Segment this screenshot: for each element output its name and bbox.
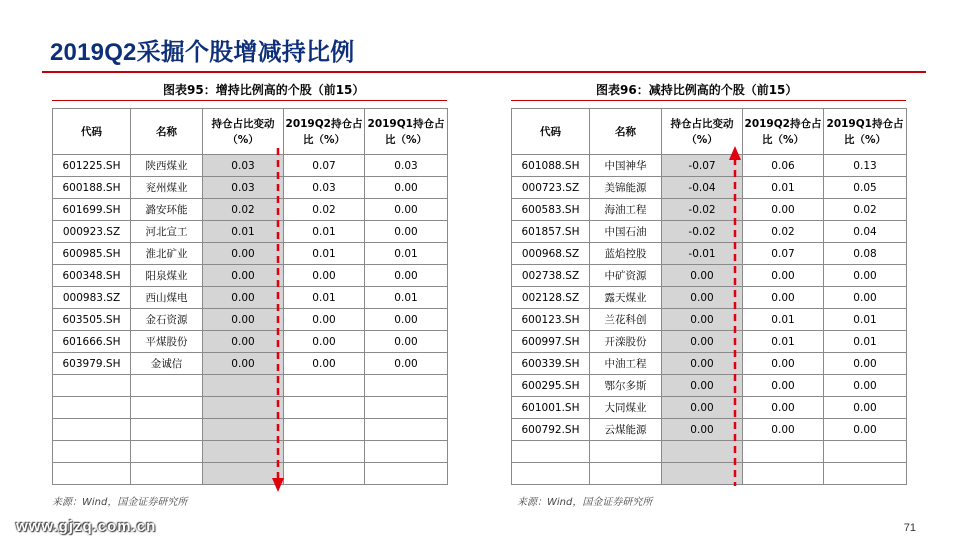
column-header: 持仓占比变动（%） — [662, 109, 743, 155]
table-cell: 600295.SH — [512, 375, 590, 397]
table-cell: 大同煤业 — [590, 397, 662, 419]
table-row — [53, 265, 448, 287]
table-cell: 002738.SZ — [512, 265, 590, 287]
table-cell: 601088.SH — [512, 155, 590, 177]
table-row — [512, 177, 907, 199]
column-header: 2019Q1持仓占比（%） — [824, 109, 907, 155]
column-header: 2019Q1持仓占比（%） — [365, 109, 448, 155]
right-table-caption: 图表96：减持比例高的个股（前15） — [596, 83, 798, 97]
table-row — [53, 309, 448, 331]
table-cell: 0.02 — [743, 221, 824, 243]
table-cell: 600985.SH — [53, 243, 131, 265]
table-cell: 0.00 — [743, 353, 824, 375]
table-cell: 600997.SH — [512, 331, 590, 353]
table-cell: 0.00 — [824, 265, 907, 287]
table-cell: 中国神华 — [590, 155, 662, 177]
table-cell — [53, 375, 131, 397]
table-cell: 0.00 — [365, 309, 448, 331]
left-down-arrow — [272, 148, 284, 494]
column-header: 持仓占比变动（%） — [203, 109, 284, 155]
table-cell: 0.01 — [284, 221, 365, 243]
table-row — [53, 353, 448, 375]
table-row — [53, 287, 448, 309]
table-cell: 600792.SH — [512, 419, 590, 441]
table-cell: 0.00 — [284, 309, 365, 331]
table-row — [512, 155, 907, 177]
table-cell: 0.00 — [743, 287, 824, 309]
table-cell: 601666.SH — [53, 331, 131, 353]
table-cell: 0.00 — [365, 265, 448, 287]
left-caption-rule — [52, 100, 447, 101]
table-row — [512, 309, 907, 331]
table-row — [53, 441, 448, 463]
table-cell: 600348.SH — [53, 265, 131, 287]
table-cell: -0.02 — [662, 221, 743, 243]
page-number: 71 — [903, 522, 916, 534]
table-cell: 0.00 — [203, 243, 284, 265]
table-row — [53, 419, 448, 441]
table-cell: 淮北矿业 — [131, 243, 203, 265]
table-cell: 603979.SH — [53, 353, 131, 375]
left-source-note: 来源：Wind，国金证券研究所 — [52, 497, 188, 508]
column-header: 代码 — [53, 109, 131, 155]
table-cell: -0.04 — [662, 177, 743, 199]
table-cell: 0.01 — [824, 331, 907, 353]
table-cell: 0.01 — [743, 177, 824, 199]
table-cell — [53, 397, 131, 419]
table-header-row — [512, 109, 907, 155]
table-cell: 0.00 — [662, 265, 743, 287]
table-row — [512, 441, 907, 463]
table-row — [512, 243, 907, 265]
page-title: 2019Q2采掘个股增减持比例 — [50, 39, 355, 66]
table-row — [53, 199, 448, 221]
table-cell — [512, 441, 590, 463]
right-caption-rule — [511, 100, 906, 101]
table-cell: 000723.SZ — [512, 177, 590, 199]
table-cell: 0.01 — [824, 309, 907, 331]
table-cell: 0.00 — [284, 353, 365, 375]
table-cell: 0.00 — [365, 199, 448, 221]
table-cell: 0.01 — [743, 331, 824, 353]
table-cell: 0.00 — [284, 331, 365, 353]
table-cell — [284, 375, 365, 397]
table-cell: 0.00 — [365, 331, 448, 353]
table-row — [53, 463, 448, 485]
column-header: 2019Q2持仓占比（%） — [284, 109, 365, 155]
table-cell: 0.00 — [824, 287, 907, 309]
table-cell — [53, 463, 131, 485]
table-cell: 0.03 — [203, 177, 284, 199]
table-cell: 鄂尔多斯 — [590, 375, 662, 397]
table-cell: 0.00 — [662, 375, 743, 397]
table-cell — [131, 419, 203, 441]
table-cell: 000923.SZ — [53, 221, 131, 243]
table-cell: 600123.SH — [512, 309, 590, 331]
table-cell: 0.00 — [203, 331, 284, 353]
table-cell — [284, 419, 365, 441]
table-cell: 0.02 — [284, 199, 365, 221]
table-cell: 0.00 — [662, 353, 743, 375]
footer-url[interactable]: www.gjzq.com.cn — [16, 518, 157, 535]
table-cell: 0.00 — [662, 397, 743, 419]
table-cell — [365, 375, 448, 397]
table-cell: 0.00 — [365, 353, 448, 375]
table-cell: 0.00 — [662, 309, 743, 331]
table-cell: 601001.SH — [512, 397, 590, 419]
table-cell: 0.00 — [662, 287, 743, 309]
table-cell: 0.05 — [824, 177, 907, 199]
table-cell — [131, 463, 203, 485]
table-cell: 中油工程 — [590, 353, 662, 375]
table-cell: 云煤能源 — [590, 419, 662, 441]
table-cell: 0.13 — [824, 155, 907, 177]
column-header: 2019Q2持仓占比（%） — [743, 109, 824, 155]
table-row — [512, 463, 907, 485]
table-cell: 601857.SH — [512, 221, 590, 243]
table-cell: 002128.SZ — [512, 287, 590, 309]
table-cell: 潞安环能 — [131, 199, 203, 221]
table-cell: 0.08 — [824, 243, 907, 265]
table-cell: 露天煤业 — [590, 287, 662, 309]
table-cell: 0.04 — [824, 221, 907, 243]
table-row — [512, 331, 907, 353]
table-cell — [131, 375, 203, 397]
table-cell: 000968.SZ — [512, 243, 590, 265]
table-cell: 0.00 — [662, 331, 743, 353]
table-cell: 0.00 — [203, 309, 284, 331]
table-row — [512, 265, 907, 287]
table-cell: 0.03 — [284, 177, 365, 199]
table-cell: 0.00 — [743, 375, 824, 397]
table-cell — [284, 397, 365, 419]
table-cell: 0.01 — [743, 309, 824, 331]
table-cell: 0.00 — [284, 265, 365, 287]
table-row — [512, 221, 907, 243]
table-row — [53, 397, 448, 419]
table-cell: 0.00 — [203, 265, 284, 287]
table-cell: 0.00 — [203, 287, 284, 309]
table-cell: 0.00 — [824, 353, 907, 375]
left-increase-table — [52, 108, 448, 485]
table-cell: -0.02 — [662, 199, 743, 221]
table-cell: 603505.SH — [53, 309, 131, 331]
table-cell — [365, 463, 448, 485]
table-header-row — [53, 109, 448, 155]
table-cell: 0.00 — [365, 221, 448, 243]
table-cell: 兰花科创 — [590, 309, 662, 331]
table-cell — [365, 397, 448, 419]
table-cell: 0.01 — [365, 243, 448, 265]
table-cell: 0.00 — [824, 419, 907, 441]
table-cell — [131, 397, 203, 419]
table-cell: 0.00 — [824, 397, 907, 419]
table-cell: 0.02 — [824, 199, 907, 221]
table-cell — [743, 441, 824, 463]
table-cell: 阳泉煤业 — [131, 265, 203, 287]
table-cell — [512, 463, 590, 485]
table-cell: 0.01 — [365, 287, 448, 309]
title-rule — [42, 71, 926, 73]
table-cell: 0.03 — [365, 155, 448, 177]
table-cell — [824, 463, 907, 485]
table-cell: 金石资源 — [131, 309, 203, 331]
table-row — [53, 177, 448, 199]
right-up-arrow — [729, 146, 741, 486]
table-cell — [365, 419, 448, 441]
table-cell: 0.02 — [203, 199, 284, 221]
table-cell: 601225.SH — [53, 155, 131, 177]
table-cell: 0.07 — [284, 155, 365, 177]
table-cell: 000983.SZ — [53, 287, 131, 309]
table-row — [53, 331, 448, 353]
table-cell: 0.01 — [284, 287, 365, 309]
table-cell: 陕西煤业 — [131, 155, 203, 177]
table-cell: 0.01 — [203, 221, 284, 243]
table-cell: 0.00 — [743, 419, 824, 441]
table-cell: 0.00 — [743, 265, 824, 287]
table-row — [512, 375, 907, 397]
table-cell: 0.00 — [824, 375, 907, 397]
table-cell: 0.03 — [203, 155, 284, 177]
table-row — [53, 375, 448, 397]
table-cell: 0.00 — [743, 199, 824, 221]
table-cell — [824, 441, 907, 463]
table-cell: 蓝焰控股 — [590, 243, 662, 265]
column-header: 名称 — [590, 109, 662, 155]
table-cell — [284, 463, 365, 485]
table-cell: 兖州煤业 — [131, 177, 203, 199]
column-header: 名称 — [131, 109, 203, 155]
table-cell — [131, 441, 203, 463]
right-decrease-table — [511, 108, 907, 485]
table-cell — [743, 463, 824, 485]
table-cell — [53, 441, 131, 463]
table-row — [512, 353, 907, 375]
table-cell: 0.07 — [743, 243, 824, 265]
table-row — [512, 419, 907, 441]
table-cell: 西山煤电 — [131, 287, 203, 309]
table-row — [53, 243, 448, 265]
table-cell — [590, 463, 662, 485]
table-cell: 中国石油 — [590, 221, 662, 243]
table-cell: 金诚信 — [131, 353, 203, 375]
table-cell: 美锦能源 — [590, 177, 662, 199]
table-cell: 0.00 — [662, 419, 743, 441]
table-row — [512, 287, 907, 309]
table-row — [53, 155, 448, 177]
table-cell: 海油工程 — [590, 199, 662, 221]
table-row — [512, 199, 907, 221]
table-cell: 0.00 — [203, 353, 284, 375]
table-row — [512, 397, 907, 419]
table-cell: 600188.SH — [53, 177, 131, 199]
table-cell: 0.00 — [365, 177, 448, 199]
table-cell — [365, 441, 448, 463]
table-cell: 河北宣工 — [131, 221, 203, 243]
table-cell: 601699.SH — [53, 199, 131, 221]
table-cell: 0.00 — [743, 397, 824, 419]
table-cell — [284, 441, 365, 463]
table-cell: 0.06 — [743, 155, 824, 177]
table-cell: 开滦股份 — [590, 331, 662, 353]
table-cell: -0.07 — [662, 155, 743, 177]
table-cell: 中矿资源 — [590, 265, 662, 287]
left-table-caption: 图表95：增持比例高的个股（前15） — [163, 83, 365, 97]
table-cell — [590, 441, 662, 463]
table-cell: 平煤股份 — [131, 331, 203, 353]
table-cell: 600583.SH — [512, 199, 590, 221]
table-cell: -0.01 — [662, 243, 743, 265]
right-source-note: 来源：Wind，国金证券研究所 — [517, 497, 653, 508]
table-cell: 0.01 — [284, 243, 365, 265]
column-header: 代码 — [512, 109, 590, 155]
table-row — [53, 221, 448, 243]
table-cell: 600339.SH — [512, 353, 590, 375]
table-cell — [53, 419, 131, 441]
